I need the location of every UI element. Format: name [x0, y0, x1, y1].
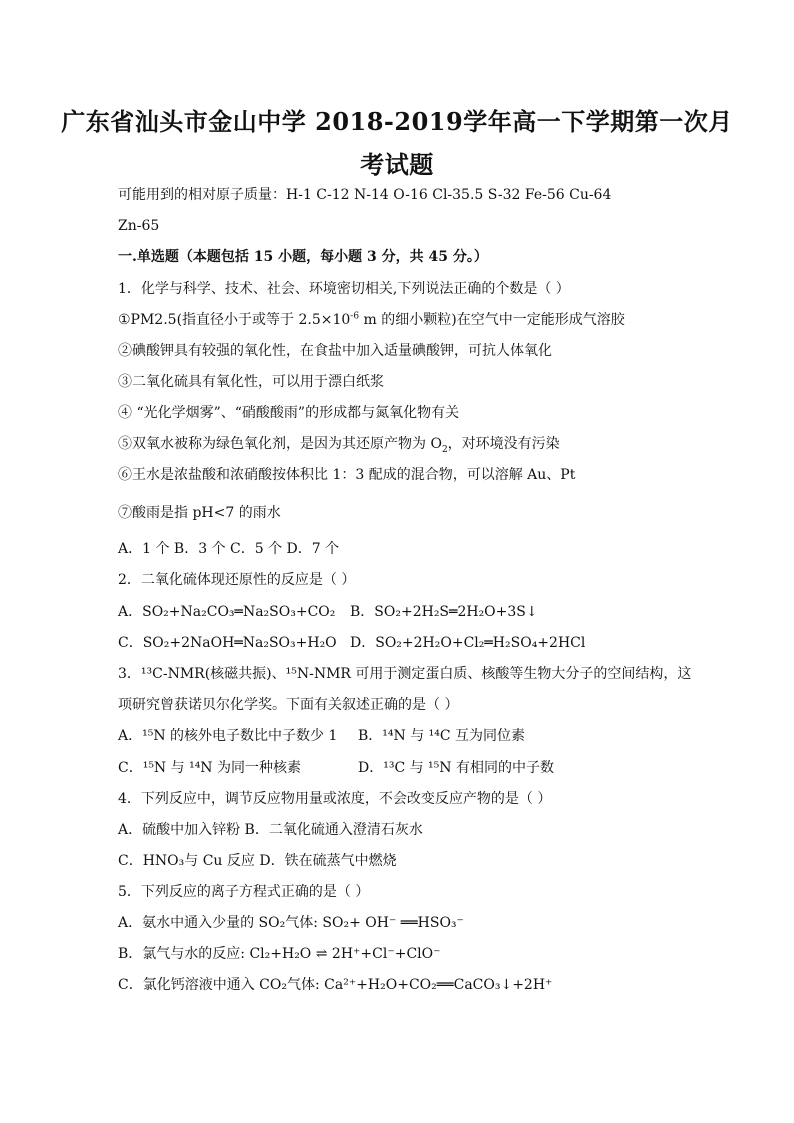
q3-option-d: D．¹³C 与 ¹⁵N 有相同的中子数 — [358, 760, 554, 776]
q3-option-c: C．¹⁵N 与 ¹⁴N 为同一种核素 — [118, 760, 302, 776]
q5-stem: 5．下列反应的离子方程式正确的是（ ） — [118, 884, 370, 900]
q1-stem: 1．化学与科学、技术、社会、环境密切相关,下列说法正确的个数是（ ） — [118, 281, 570, 297]
q1-statement-2: ②碘酸钾具有较强的氧化性，在食盐中加入适量碘酸钾，可抗人体氧化 — [118, 343, 552, 359]
atomic-masses-line1: 可能用到的相对原子质量：H-1 C-12 N-14 O-16 Cl-35.5 S-32 Fe-56 Cu-64 — [118, 187, 612, 203]
q5-option-b: B．氯气与水的反应: Cl₂+H₂O ⇌ 2H⁺+Cl⁻+ClO⁻ — [118, 946, 441, 962]
q1-statement-7: ⑦酸雨是指 pH<7 的雨水 — [118, 505, 281, 521]
q2-option-b: B．SO₂+2H₂S═2H₂O+3S↓ — [350, 604, 538, 620]
q2-stem: 2．二氧化硫体现还原性的反应是（ ） — [118, 572, 356, 588]
q4-stem: 4．下列反应中，调节反应物用量或浓度，不会改变反应产物的是（ ） — [118, 791, 552, 807]
q2-option-d: D．SO₂+2H₂O+Cl₂═H₂SO₄+2HCl — [350, 635, 586, 651]
q2-option-a: A．SO₂+Na₂CO₃═Na₂SO₃+CO₂ — [118, 604, 336, 620]
q3-option-b: B．¹⁴N 与 ¹⁴C 互为同位素 — [358, 728, 526, 744]
q1-statement-5: ⑤双氧水被称为绿色氧化剂，是因为其还原产物为 $O_2$，对环境没有污染 — [118, 436, 560, 455]
q5-option-c: C．氯化钙溶液中通入 CO₂气体: Ca²⁺+H₂O+CO₂══CaCO₃↓+2H⁺ — [118, 977, 553, 993]
q1-statement-1: ①PM2.5(指直径小于或等于 $2.5\times 10^{-6}$ m 的细小颗粒)在空气中一定能形成气溶胶 — [118, 311, 625, 328]
q1-statement-6: ⑥王水是浓盐酸和浓硝酸按体积比 1：3 配成的混合物，可以溶解 Au、Pt — [118, 467, 576, 483]
q3-option-a: A．¹⁵N 的核外电子数比中子数少 1 — [118, 728, 338, 744]
q1-statement-3: ③二氧化硫具有氧化性，可以用于漂白纸浆 — [118, 374, 384, 390]
q5-option-a: A．氨水中通入少量的 SO₂气体: SO₂+ OH⁻ ══HSO₃⁻ — [118, 915, 464, 931]
section1-heading: 一.单选题（本题包括 15 小题，每小题 3 分，共 45 分。） — [118, 249, 488, 265]
q3-stem-line2: 项研究曾获诺贝尔化学奖。下面有关叙述正确的是（ ） — [118, 697, 459, 713]
q3-stem-line1: 3．¹³C-NMR(核磁共振)、¹⁵N-NMR 可用于测定蛋白质、核酸等生物大分子的空间结构，这 — [118, 666, 692, 682]
exam-title-line1: 广东省汕头市金山中学 2018-2019学年高一下学期第一次月 — [61, 107, 733, 136]
q4-options-ab: A．硫酸中加入锌粉 B．二氧化硫通入澄清石灰水 — [118, 822, 423, 838]
exam-title-line2: 考试题 — [360, 150, 434, 179]
q4-options-cd: C．HNO₃与 Cu 反应 D．铁在硫蒸气中燃烧 — [118, 853, 397, 869]
q1-statement-4: ④ “光化学烟雾”、“硝酸酸雨”的形成都与氮氧化物有关 — [118, 405, 460, 421]
q2-option-c: C．SO₂+2NaOH═Na₂SO₃+H₂O — [118, 635, 337, 651]
q1-options: A．1 个 B．3 个 C．5 个 D．7 个 — [118, 541, 340, 557]
atomic-masses-line2: Zn-65 — [118, 218, 160, 234]
